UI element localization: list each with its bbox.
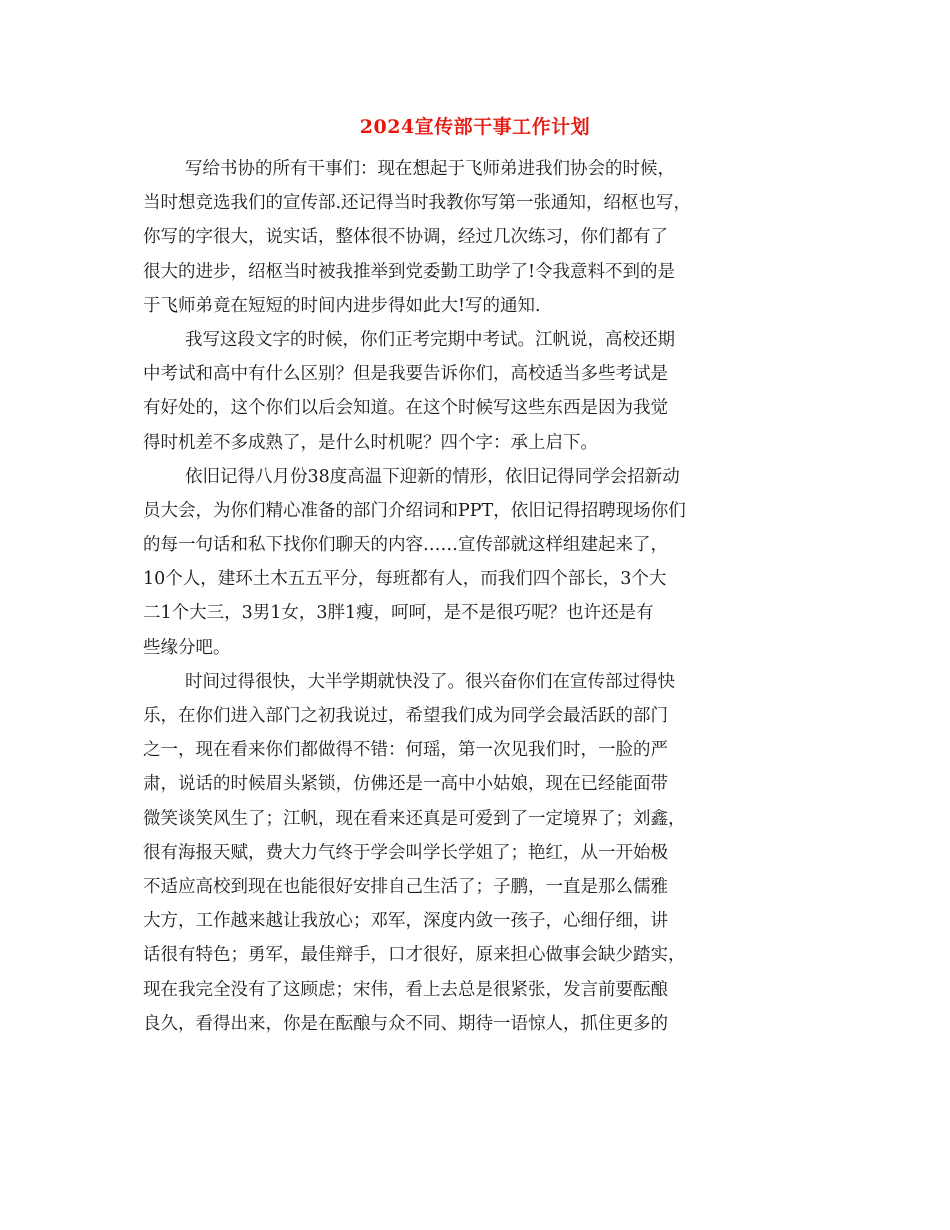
paragraph-4	[143, 665, 809, 1041]
text-line: 我写这段文字的时候，你们正考完期中考试。江帆说，高校还期	[185, 329, 675, 350]
text-line: 微笑谈笑风生了；江帆，现在看来还真是可爱到了一定境界了；刘鑫，	[143, 808, 686, 829]
text-line: 的每一句话和私下找你们聊天的内容……宣传部就这样组建起来了，	[143, 535, 668, 556]
text-line: 中考试和高中有什么区别？但是我要告诉你们，高校适当多些考试是	[143, 364, 668, 385]
text-line: 很大的进步，绍枢当时被我推举到党委勤工助学了!令我意料不到的是	[143, 261, 676, 282]
text-line: 不适应高校到现在也能很好安排自己生活了；子鹏，一直是那么儒雅	[143, 876, 668, 897]
paragraph-2	[143, 323, 809, 460]
text-line: 之一，现在看来你们都做得不错：何瑶，第一次见我们时，一脸的严	[143, 740, 668, 761]
document-title: 2024宣传部干事工作计划	[359, 116, 591, 138]
text-line: 你写的字很大，说实话，整体很不协调，经过几次练习，你们都有了	[143, 227, 668, 248]
text-line: 很有海报天赋，费大力气终于学会叫学长学姐了；艳红，从一开始极	[143, 842, 668, 863]
text-line: 得时机差不多成熟了，是什么时机呢？四个字：承上启下。	[143, 432, 598, 453]
document-body	[143, 152, 809, 1041]
text-line: 良久，看得出来，你是在酝酿与众不同、期待一语惊人，抓住更多的	[143, 1013, 668, 1034]
text-line: 于飞师弟竟在短短的时间内进步得如此大!写的通知.	[143, 295, 541, 316]
text-line: 乐，在你们进入部门之初我说过，希望我们成为同学会最活跃的部门	[143, 706, 668, 726]
text-line: 时间过得很快，大半学期就快没了。很兴奋你们在宣传部过得快	[185, 671, 675, 692]
text-line: 肃，说话的时候眉头紧锁，仿佛还是一高中小姑娘，现在已经能面带	[143, 774, 668, 795]
text-line: 有好处的，这个你们以后会知道。在这个时候写这些东西是因为我觉	[143, 398, 668, 419]
text-line: 二1个大三，3男1女，3胖1瘦，呵呵，是不是很巧呢？也许还是有	[143, 603, 654, 624]
text-line: 话很有特色；勇军，最佳辩手，口才很好，原来担心做事会缺少踏实，	[143, 945, 686, 966]
text-line: 10个人，建环土木五五平分，每班都有人，而我们四个部长，3个大	[143, 569, 667, 590]
text-line: 当时想竞选我们的宣传部.还记得当时我教你写第一张通知，绍枢也写，	[143, 193, 692, 214]
text-line: 些缘分吧。	[143, 637, 231, 658]
text-line: 员大会，为你们精心准备的部门介绍词和PPT，依旧记得招聘现场你们	[143, 500, 686, 521]
text-line: 现在我完全没有了这顾虑；宋伟，看上去总是很紧张，发言前要酝酿	[143, 979, 668, 1000]
text-line: 写给书协的所有干事们：现在想起于飞师弟进我们协会的时候，	[185, 159, 675, 179]
paragraph-1	[143, 152, 809, 323]
text-line: 依旧记得八月份38度高温下迎新的情形，依旧记得同学会招新动	[185, 466, 680, 487]
text-line: 大方，工作越来越让我放心；邓军，深度内敛一孩子，心细仔细，讲	[143, 911, 668, 932]
paragraph-3	[143, 460, 809, 665]
